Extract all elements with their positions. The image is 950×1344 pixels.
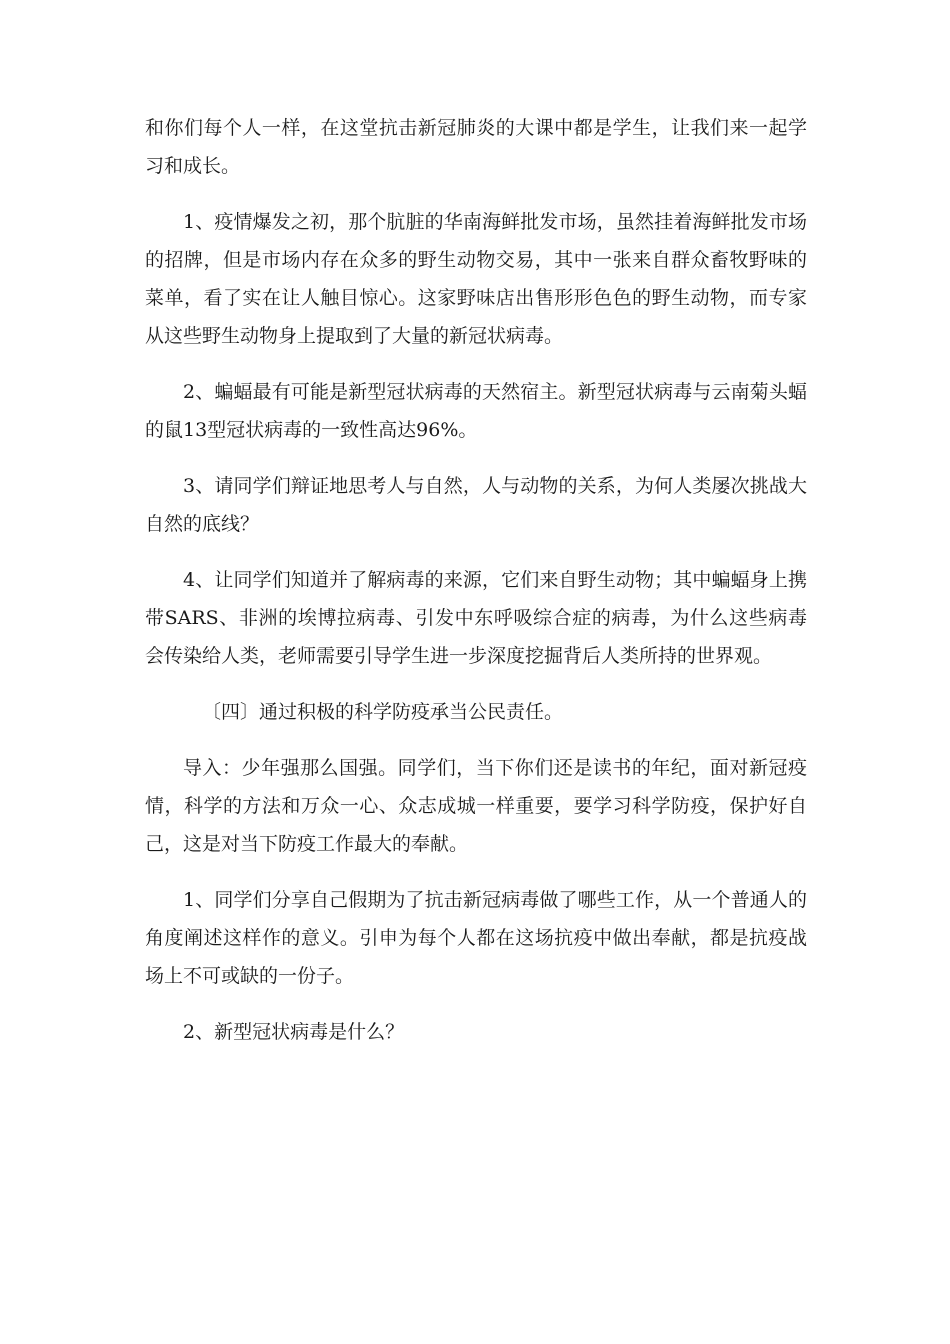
paragraph-point-1-market: 1、疫情爆发之初，那个肮脏的华南海鲜批发市场，虽然挂着海鲜批发市场的招牌，但是市场内存在众多的野生动物交易，其中一张来自群众畜牧野味的菜单，看了实在让人触目惊心。这家野味店出售形形色色的野生动物，而专家从这些野生动物身上提取到了大量的新冠状病毒。	[145, 211, 807, 347]
paragraph-share-point-1: 1、同学们分享自己假期为了抗击新冠病毒做了哪些工作，从一个普通人的角度阐述这样作的意义。引申为每个人都在这场抗疫中做出奉献，都是抗疫战场上不可或缺的一份子。	[145, 889, 807, 987]
section-heading-four: 〔四〕通过积极的科学防疫承当公民责任。	[202, 701, 564, 723]
paragraph-intro-continued: 和你们每个人一样，在这堂抗击新冠肺炎的大课中都是学生，让我们来一起学习和成长。	[145, 117, 807, 177]
paragraph-point-4-virus-source: 4、让同学们知道并了解病毒的来源，它们来自野生动物；其中蝙蝠身上携带SARS、非洲的埃博拉病毒、引发中东呼吸综合症的病毒，为什么这些病毒会传染给人类，老师需要引导学生进一步深度挖掘背后人类所持的世界观。	[145, 569, 807, 667]
paragraph-point-3-nature: 3、请同学们辩证地思考人与自然，人与动物的关系，为何人类屡次挑战大自然的底线？	[145, 475, 807, 535]
paragraph-point-2-bat: 2、蝙蝠最有可能是新型冠状病毒的天然宿主。新型冠状病毒与云南菊头蝠的鼠13型冠状病毒的一致性高达96%。	[145, 381, 807, 441]
document-body	[145, 109, 807, 1051]
paragraph-question-point-2: 2、新型冠状病毒是什么？	[183, 1021, 405, 1043]
paragraph-introduction: 导入：少年强那么国强。同学们，当下你们还是读书的年纪，面对新冠疫情，科学的方法和万众一心、众志成城一样重要，要学习科学防疫，保护好自己，这是对当下防疫工作最大的奉献。	[145, 757, 807, 855]
